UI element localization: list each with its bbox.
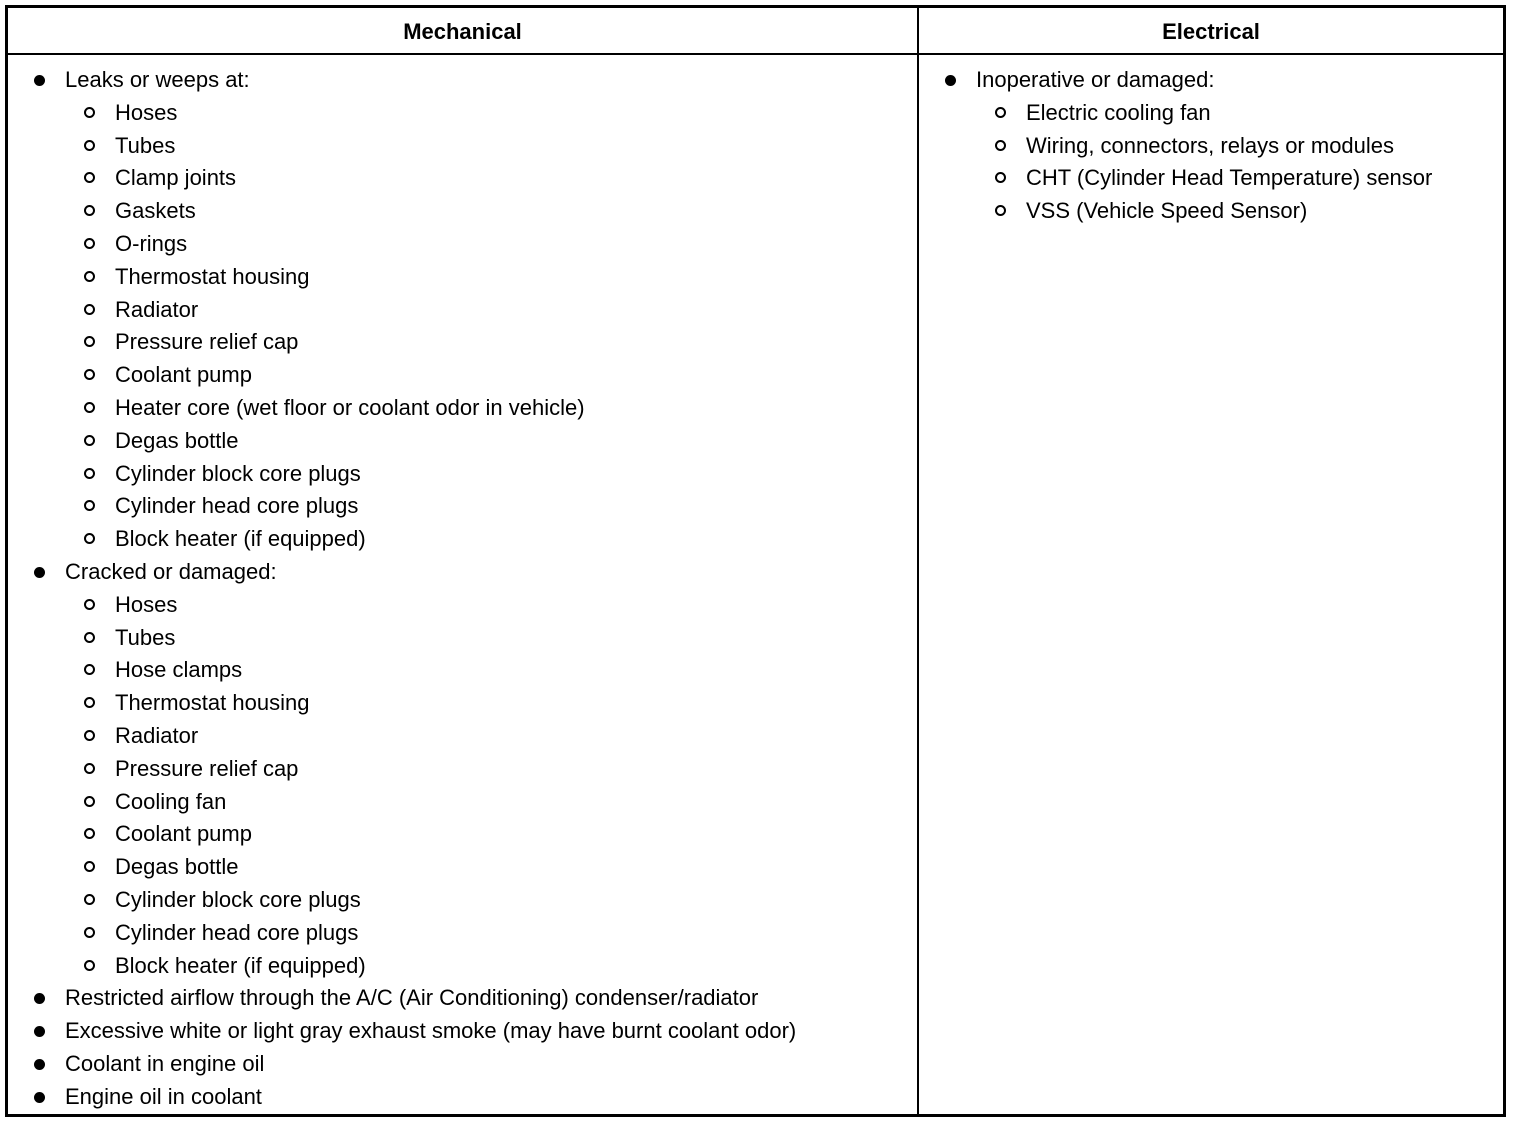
filled-bullet-icon (34, 1092, 45, 1103)
hollow-bullet-icon (84, 468, 95, 479)
sub-list-item (8, 950, 917, 983)
sub-list-item (8, 884, 917, 917)
list-item (8, 1015, 917, 1048)
item-text: Restricted airflow through the A/C (Air Conditioning) condenser/radiator (65, 985, 759, 1011)
list-item (8, 1048, 917, 1081)
item-text: Coolant pump (115, 821, 252, 847)
sub-list-item (8, 458, 917, 491)
hollow-bullet-icon (84, 960, 95, 971)
item-text: VSS (Vehicle Speed Sensor) (1026, 198, 1308, 224)
item-text: Hoses (115, 591, 178, 617)
item-text: Degas bottle (115, 854, 239, 880)
item-text: Radiator (115, 296, 199, 322)
hollow-bullet-icon (995, 172, 1006, 183)
hollow-bullet-icon (84, 402, 95, 413)
sub-list-item (8, 326, 917, 359)
electrical-column (919, 64, 1503, 228)
item-text: Radiator (115, 722, 199, 748)
item-text: Pressure relief cap (115, 755, 299, 781)
hollow-bullet-icon (84, 304, 95, 315)
sub-list-item (919, 195, 1503, 228)
hollow-bullet-icon (84, 763, 95, 774)
filled-bullet-icon (945, 75, 956, 86)
sub-list-item (8, 654, 917, 687)
item-text: Thermostat housing (115, 263, 310, 289)
sub-list-item (8, 261, 917, 294)
item-text: Hoses (115, 99, 178, 125)
item-text: Leaks or weeps at: (65, 67, 250, 92)
item-text: Inoperative or damaged: (976, 67, 1215, 92)
sub-list-item (8, 720, 917, 753)
item-text: Coolant in engine oil (65, 1050, 265, 1076)
hollow-bullet-icon (84, 632, 95, 643)
list-item (8, 982, 917, 1015)
item-text: Pressure relief cap (115, 329, 299, 355)
sub-list-item (8, 195, 917, 228)
hollow-bullet-icon (84, 435, 95, 446)
item-text: Hose clamps (115, 657, 243, 683)
item-text: Cylinder head core plugs (115, 493, 359, 519)
item-text: Cracked or damaged: (65, 558, 277, 584)
item-text: Heater core (wet floor or coolant odor in vehicle) (115, 394, 585, 420)
hollow-bullet-icon (84, 730, 95, 741)
list-item (919, 64, 1503, 97)
symptom-table (5, 5, 1506, 1117)
hollow-bullet-icon (84, 107, 95, 118)
item-text: Coolant pump (115, 362, 252, 388)
item-text: Tubes (115, 132, 176, 158)
hollow-bullet-icon (84, 271, 95, 282)
item-text: Gaskets (115, 198, 196, 224)
mechanical-column (8, 64, 917, 1114)
item-text: O-rings (115, 230, 188, 256)
item-text: Cylinder block core plugs (115, 460, 361, 486)
item-text: Excessive white or light gray exhaust smoke (may have burnt coolant odor) (65, 1018, 797, 1044)
hollow-bullet-icon (995, 205, 1006, 216)
hollow-bullet-icon (84, 336, 95, 347)
hollow-bullet-icon (995, 140, 1006, 151)
filled-bullet-icon (34, 993, 45, 1004)
sub-list-item (8, 786, 917, 819)
sub-list-item (8, 490, 917, 523)
hollow-bullet-icon (84, 533, 95, 544)
item-text: Electric cooling fan (1026, 99, 1211, 125)
sub-list-item (8, 162, 917, 195)
item-text: Engine oil in coolant (65, 1083, 262, 1109)
sub-list-item (919, 162, 1503, 195)
header-divider (8, 53, 1503, 55)
sub-list-item (8, 97, 917, 130)
item-text: Thermostat housing (115, 690, 310, 716)
item-text: Block heater (if equipped) (115, 526, 366, 552)
sub-list-item (8, 294, 917, 327)
sub-list-item (8, 228, 917, 261)
hollow-bullet-icon (84, 828, 95, 839)
item-text: Cylinder block core plugs (115, 886, 361, 912)
sub-list-item (919, 130, 1503, 163)
sub-list-item (8, 392, 917, 425)
column-header-mechanical: Mechanical (403, 19, 522, 44)
item-text: Cooling fan (115, 788, 227, 814)
list-item (8, 556, 917, 589)
sub-list-item (8, 917, 917, 950)
item-text: Block heater (if equipped) (115, 952, 366, 978)
hollow-bullet-icon (84, 172, 95, 183)
sub-list-item (8, 851, 917, 884)
hollow-bullet-icon (84, 205, 95, 216)
sub-list-item (8, 425, 917, 458)
filled-bullet-icon (34, 1059, 45, 1070)
hollow-bullet-icon (84, 369, 95, 380)
hollow-bullet-icon (84, 238, 95, 249)
list-item (8, 1081, 917, 1114)
item-text: Degas bottle (115, 427, 239, 453)
sub-list-item (8, 523, 917, 556)
hollow-bullet-icon (84, 500, 95, 511)
hollow-bullet-icon (84, 140, 95, 151)
column-header-electrical: Electrical (1162, 19, 1260, 44)
hollow-bullet-icon (995, 107, 1006, 118)
item-text: Clamp joints (115, 165, 237, 191)
hollow-bullet-icon (84, 861, 95, 872)
filled-bullet-icon (34, 75, 45, 86)
sub-list-item (8, 589, 917, 622)
hollow-bullet-icon (84, 796, 95, 807)
item-text: Tubes (115, 624, 176, 650)
hollow-bullet-icon (84, 894, 95, 905)
sub-list-item (919, 97, 1503, 130)
sub-list-item (8, 622, 917, 655)
hollow-bullet-icon (84, 697, 95, 708)
item-text: Wiring, connectors, relays or modules (1026, 132, 1395, 158)
hollow-bullet-icon (84, 927, 95, 938)
sub-list-item (8, 818, 917, 851)
sub-list-item (8, 130, 917, 163)
filled-bullet-icon (34, 567, 45, 578)
sub-list-item (8, 753, 917, 786)
hollow-bullet-icon (84, 664, 95, 675)
filled-bullet-icon (34, 1026, 45, 1037)
sub-list-item (8, 359, 917, 392)
item-text: CHT (Cylinder Head Temperature) sensor (1026, 165, 1433, 191)
item-text: Cylinder head core plugs (115, 919, 359, 945)
list-item (8, 64, 917, 97)
sub-list-item (8, 687, 917, 720)
hollow-bullet-icon (84, 599, 95, 610)
